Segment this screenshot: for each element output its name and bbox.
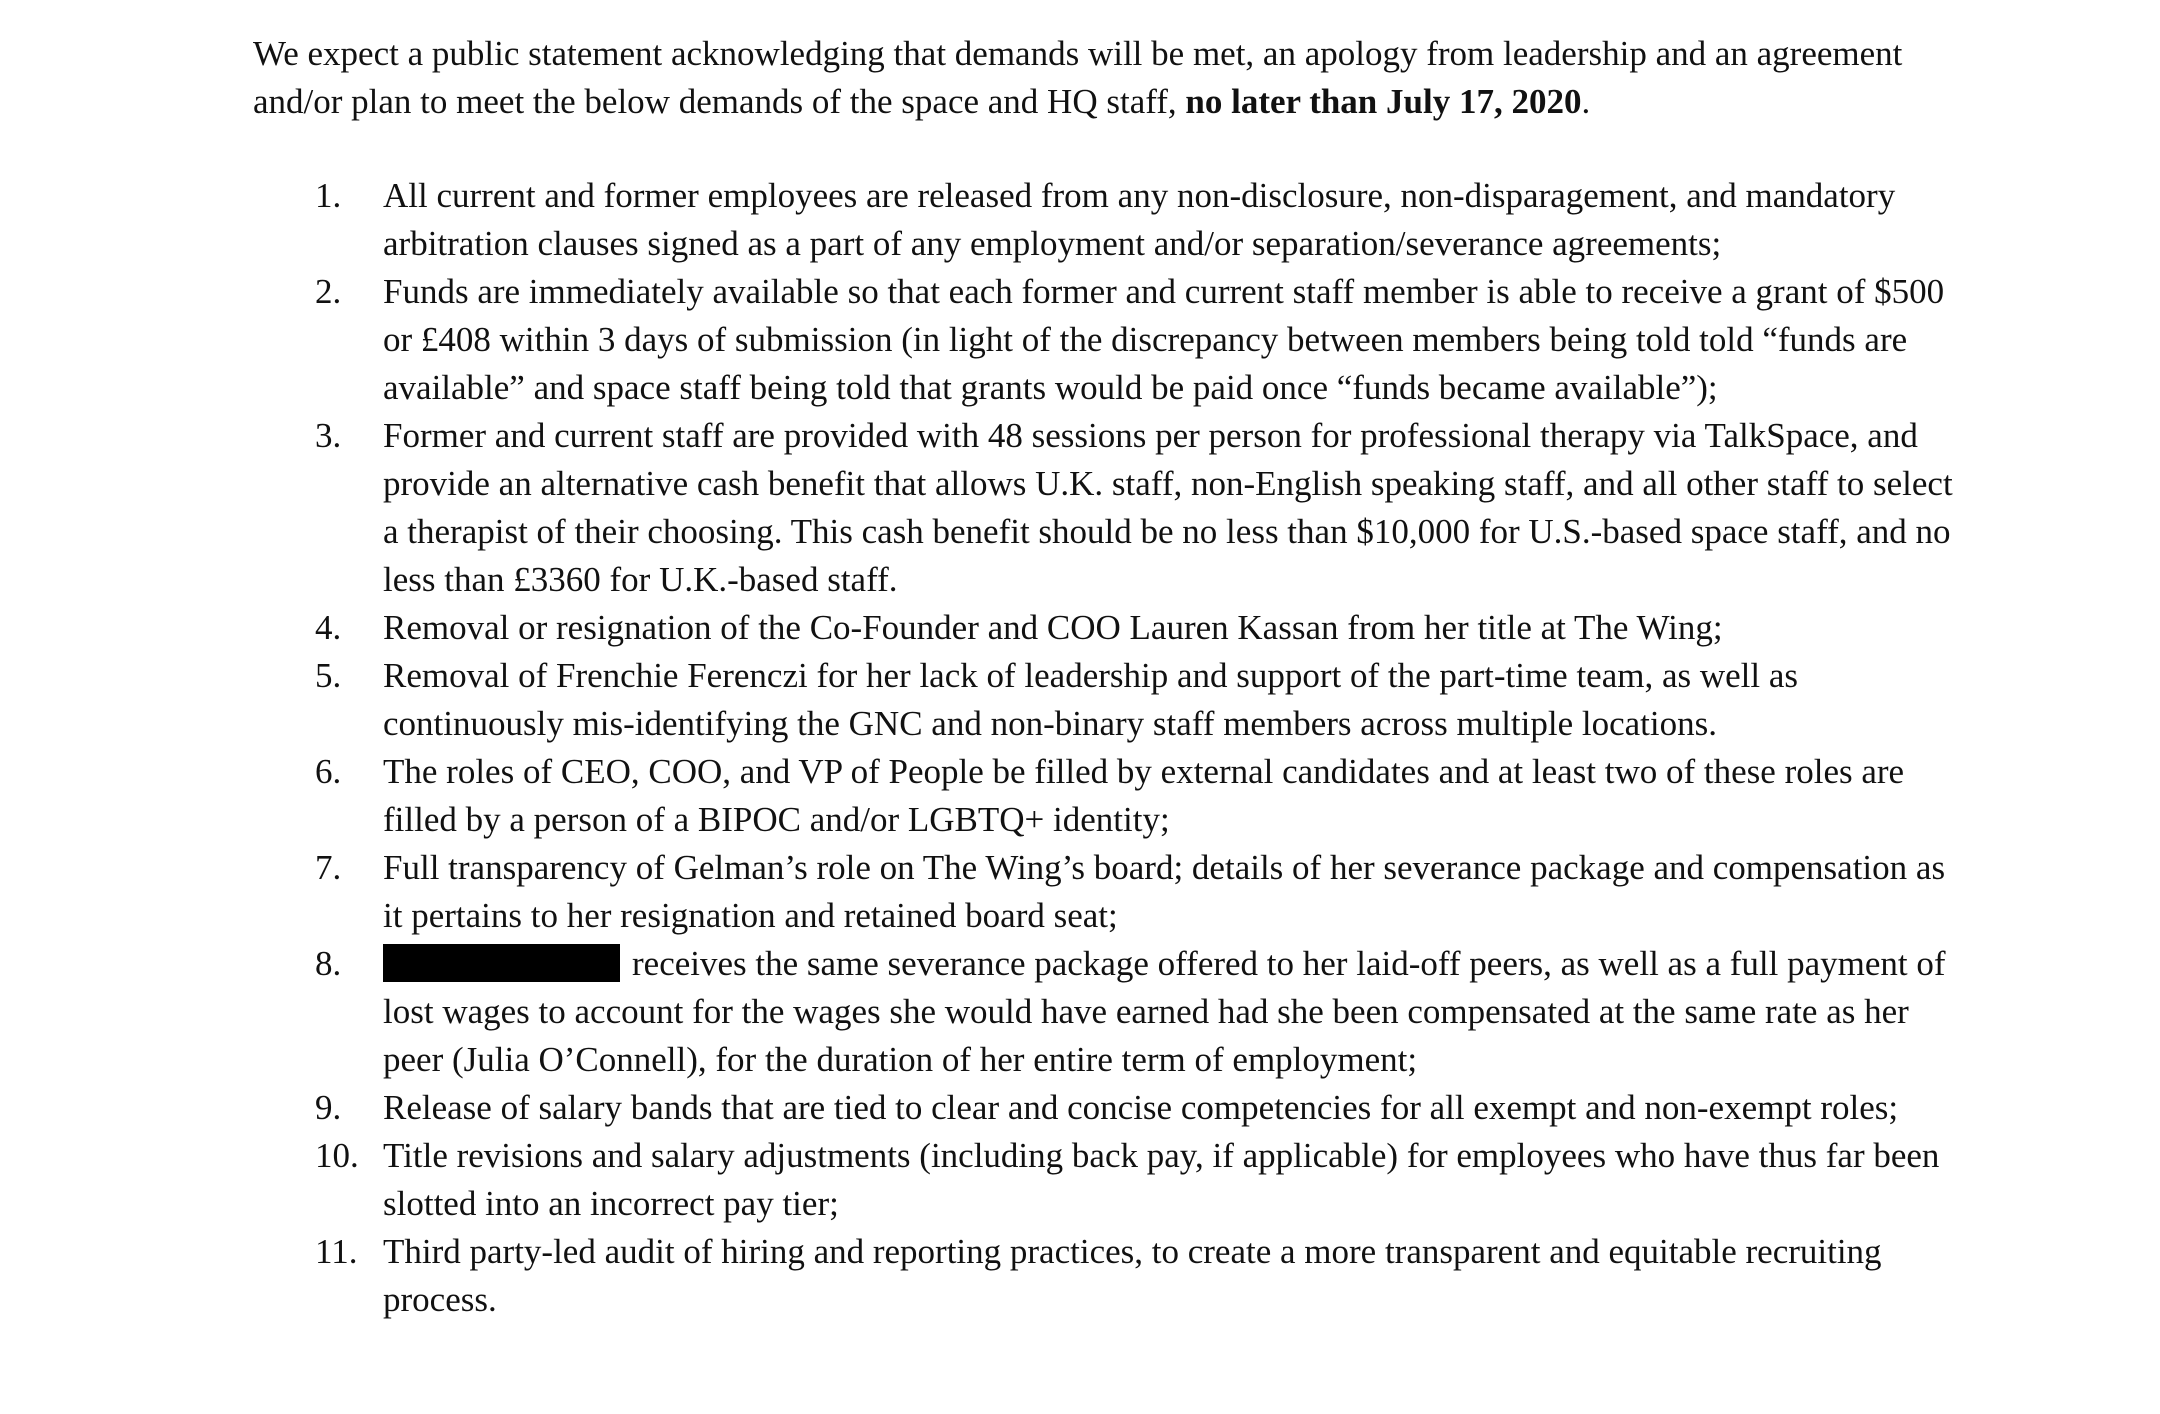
redaction-bar: [383, 944, 620, 982]
demands-list: [253, 172, 1953, 1324]
demand-item-9: [253, 1084, 1953, 1132]
demand-text: Third party-led audit of hiring and reporting practices, to create a more transparent and equitable recruiting process.: [383, 1232, 1882, 1319]
demand-text: receives the same severance package offered to her laid-off peers, as well as a full payment of lost wages to account for the wages she would have earned had she been compensated at the same rate as her peer (Julia O’Connell), for the duration of her entire term of employment;: [383, 944, 1946, 1079]
demand-item-2: [253, 268, 1953, 412]
demand-number: 1.: [315, 176, 342, 215]
demand-item-5: [253, 652, 1953, 748]
demand-text: Former and current staff are provided with 48 sessions per person for professional therapy via TalkSpace, and provide an alternative cash benefit that allows U.K. staff, non-English speaking staff, and all other staff to select a therapist of their choosing. This cash benefit should be no less than $10,000 for U.S.-based space staff, and no less than £3360 for U.K.-based staff.: [383, 416, 1953, 599]
demand-text: Full transparency of Gelman’s role on The Wing’s board; details of her severance package and compensation as it pertains to her resignation and retained board seat;: [383, 848, 1946, 935]
demand-number: 4.: [315, 608, 342, 647]
intro-deadline: no later than July 17, 2020: [1185, 82, 1582, 121]
demand-text: Release of salary bands that are tied to clear and concise competencies for all exempt and non-exempt roles;: [383, 1088, 1899, 1127]
demand-number: 8.: [315, 944, 342, 983]
demand-text: Funds are immediately available so that each former and current staff member is able to receive a grant of $500 or £408 within 3 days of submission (in light of the discrepancy between members being told told “funds are available” and space staff being told that grants would be paid once “funds became available”);: [383, 272, 1945, 407]
intro-end: .: [1581, 82, 1591, 121]
demand-item-1: [253, 172, 1953, 268]
demand-item-11: [253, 1228, 1953, 1324]
demand-item-4: [253, 604, 1953, 652]
demand-text: Title revisions and salary adjustments (including back pay, if applicable) for employees who have thus far been slotted into an incorrect pay tier;: [383, 1136, 1940, 1223]
demand-text: Removal or resignation of the Co-Founder and COO Lauren Kassan from her title at The Wing;: [383, 608, 1723, 647]
demand-number: 11.: [315, 1232, 358, 1271]
demand-number: 2.: [315, 272, 342, 311]
demand-number: 6.: [315, 752, 342, 791]
demand-item-7: [253, 844, 1953, 940]
demand-text: The roles of CEO, COO, and VP of People be filled by external candidates and at least two of these roles are filled by a person of a BIPOC and/or LGBTQ+ identity;: [383, 752, 1905, 839]
intro-text: We expect a public statement acknowledging that demands will be met, an apology from leadership and an agreement and/or plan to meet the below demands of the space and HQ staff,: [253, 34, 1903, 121]
demand-text: Removal of Frenchie Ferenczi for her lack of leadership and support of the part-time team, as well as continuously mis-identifying the GNC and non-binary staff members across multiple locations.: [383, 656, 1799, 743]
demand-number: 10.: [315, 1136, 359, 1175]
demand-text: All current and former employees are released from any non-disclosure, non-disparagement, and mandatory arbitration clauses signed as a part of any employment and/or separation/severance agreements;: [383, 176, 1896, 263]
demand-number: 7.: [315, 848, 342, 887]
demand-number: 9.: [315, 1088, 342, 1127]
document-page: [253, 30, 1953, 1324]
demand-item-8: [253, 940, 1953, 1084]
demand-item-10: [253, 1132, 1953, 1228]
demand-number: 5.: [315, 656, 342, 695]
demand-number: 3.: [315, 416, 342, 455]
demand-item-6: [253, 748, 1953, 844]
demand-item-3: [253, 412, 1953, 604]
intro-paragraph: [253, 30, 1953, 126]
